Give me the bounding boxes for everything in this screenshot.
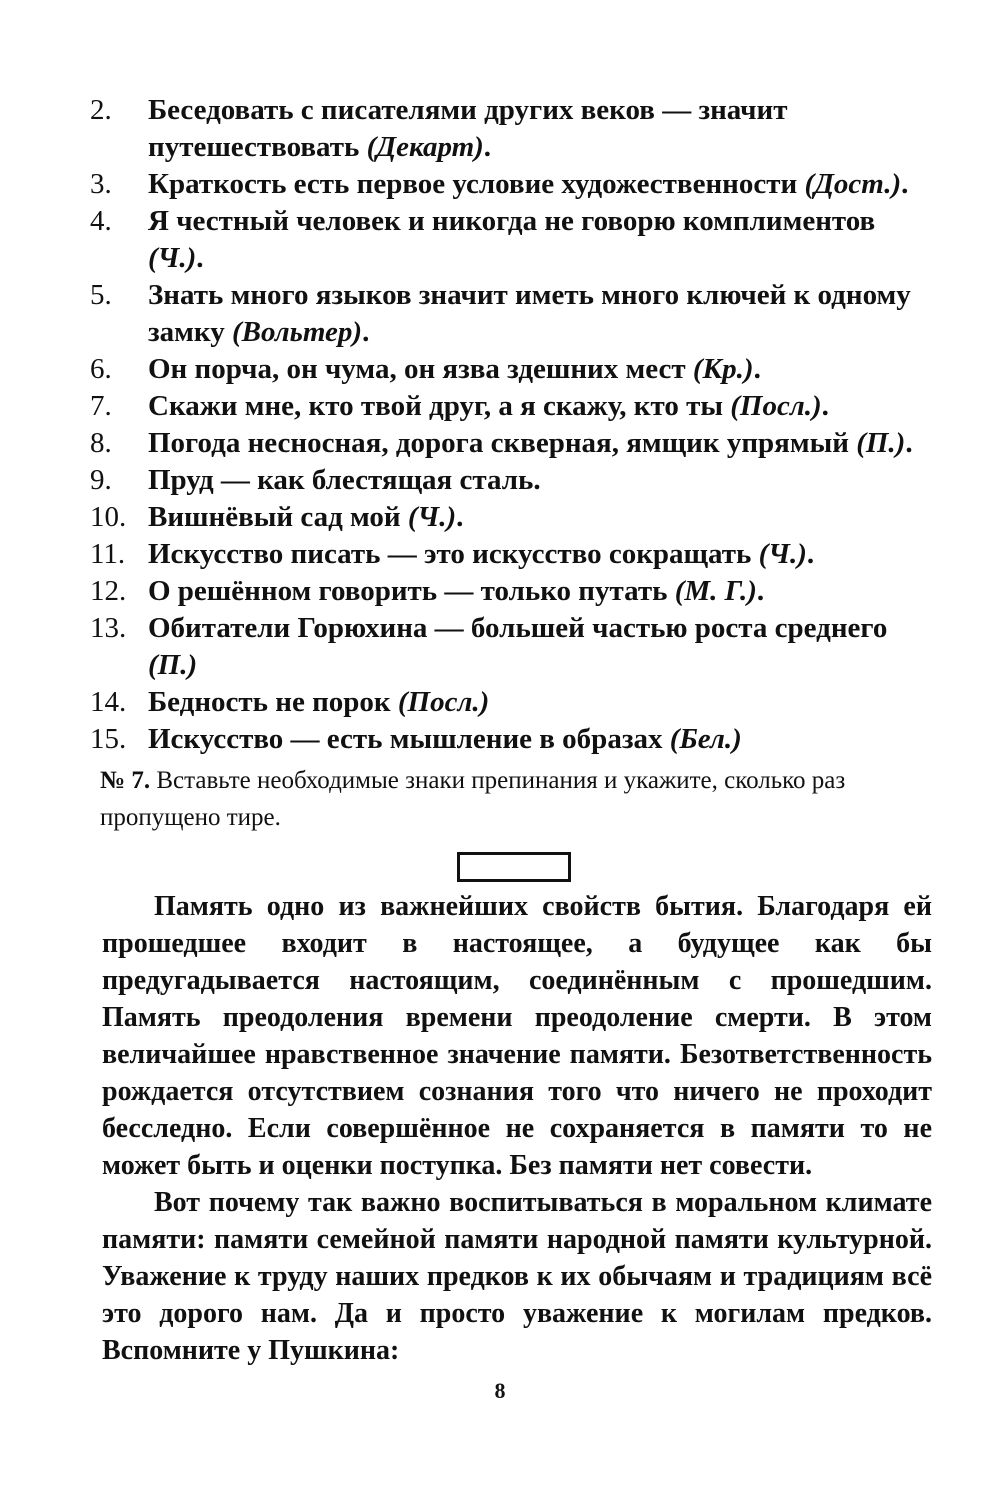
item-text: Беседовать с писателями других веков — значит путешествовать	[148, 94, 788, 163]
list-item: 5. Знать много языков значит иметь много ключей к одному замку (Вольтер).	[90, 277, 930, 351]
item-source: (Вольтер)	[231, 316, 363, 348]
paragraph: Вот почему так важно воспитываться в моральном климате памяти: памяти семейной памяти народной памяти культурной. Уважение к труду наших предков к их обычаям и традициям всё это дорого нам. Да и просто уважение к могилам предков. Вспомните у Пушкина:	[102, 1187, 932, 1366]
item-source: (Кр.)	[692, 353, 754, 385]
item-number: 13.	[90, 612, 127, 644]
list-item: 8. Погода несносная, дорога скверная, ямщик упрямый (П.).	[90, 425, 930, 462]
list-item	[90, 721, 930, 758]
list-item: 6. Он порча, он чума, он язва здешних мест (Кр.).	[90, 351, 930, 388]
item-source: (Ч.)	[758, 538, 807, 570]
item-number: 14.	[90, 686, 127, 718]
item-source: (Дост.)	[804, 168, 902, 200]
item-text: Искусство — есть мышление в образах	[148, 723, 670, 755]
list-item	[90, 684, 930, 721]
item-number: 7.	[90, 390, 112, 422]
item-text: О решённом говорить — только путать	[148, 575, 675, 607]
item-text: Скажи мне, кто твой друг, а я скажу, кто ты	[148, 390, 731, 422]
list-item: 12. О решённом говорить — только путать (М. Г.).	[90, 573, 930, 610]
item-source: (М. Г.)	[674, 575, 757, 607]
page-number: 8	[494, 1378, 506, 1403]
item-text: Бедность не порок	[148, 686, 398, 718]
item-source: (П.)	[148, 649, 198, 681]
item-number: 4.	[90, 205, 112, 237]
list-item: 11. Искусство писать — это искусство сокращать (Ч.).	[90, 536, 930, 573]
item-text: Он порча, он чума, он язва здешних мест	[148, 353, 693, 385]
item-text: Обитатели Горюхина — большей частью роста среднего	[148, 612, 888, 644]
item-source: (П.)	[856, 427, 906, 459]
list-item: 7. Скажи мне, кто твой друг, а я скажу, кто ты (Посл.).	[90, 388, 930, 425]
item-text: Погода несносная, дорога скверная, ямщик упрямый	[148, 427, 857, 459]
item-number: 12.	[90, 575, 127, 607]
item-text: Краткость есть первое условие художественности	[148, 168, 805, 200]
item-number: 5.	[90, 279, 112, 311]
item-text: Знать много языков значит иметь много ключей к одному замку	[148, 279, 911, 348]
item-number: 15.	[90, 723, 127, 755]
answer-box	[457, 852, 571, 882]
item-number: 8.	[90, 427, 112, 459]
exercise-text-block	[102, 888, 932, 1369]
item-number: 9.	[90, 464, 112, 496]
list-item: 4. Я честный человек и никогда не говорю комплиментов (Ч.).	[90, 203, 930, 277]
item-number: 2.	[90, 94, 112, 126]
list-item: 2. Беседовать с писателями других веков — значит путешествовать (Декарт).	[90, 92, 930, 166]
item-source: (Декарт)	[366, 131, 484, 163]
list-item	[90, 462, 930, 499]
item-text: Я честный человек и никогда не говорю комплиментов	[148, 205, 876, 237]
item-number: 10.	[90, 501, 127, 533]
item-source: (Посл.)	[730, 390, 822, 422]
list-item: 3. Краткость есть первое условие художественности (Дост.).	[90, 166, 930, 203]
list-item: 10. Вишнёвый сад мой (Ч.).	[90, 499, 930, 536]
item-text: Пруд — как блестящая сталь.	[148, 464, 541, 496]
item-source: (Ч.)	[407, 501, 457, 533]
item-text: Искусство писать — это искусство сокращать	[148, 538, 759, 570]
exercise-text: Вставьте необходимые знаки препинания и укажите, сколько раз пропущено тире.	[100, 767, 846, 831]
exercise-label: № 7.	[100, 767, 151, 794]
quotes-list	[90, 92, 930, 758]
exercise-instruction	[100, 762, 930, 836]
list-item	[90, 610, 930, 684]
item-text: Вишнёвый сад мой	[148, 501, 408, 533]
item-source: (Ч.)	[148, 242, 197, 274]
item-source: (Посл.)	[397, 686, 490, 718]
item-number: 3.	[90, 168, 112, 200]
paragraph: Память одно из важнейших свойств бытия. Благодаря ей прошедшее входит в настоящее, а будущее как бы предугадывается настоящим, соединённым с прошедшим. Память преодоления времени преодоление смерти. В этом величайшее нравственное значение памяти. Безответственность рождается отсутствием сознания того что ничего не проходит бесследно. Если совершённое не сохраняется в памяти то не может быть и оценки поступка. Без памяти нет совести.	[102, 891, 932, 1181]
item-number: 6.	[90, 353, 112, 385]
item-number: 11.	[90, 538, 126, 570]
item-source: (Бел.)	[669, 723, 742, 755]
